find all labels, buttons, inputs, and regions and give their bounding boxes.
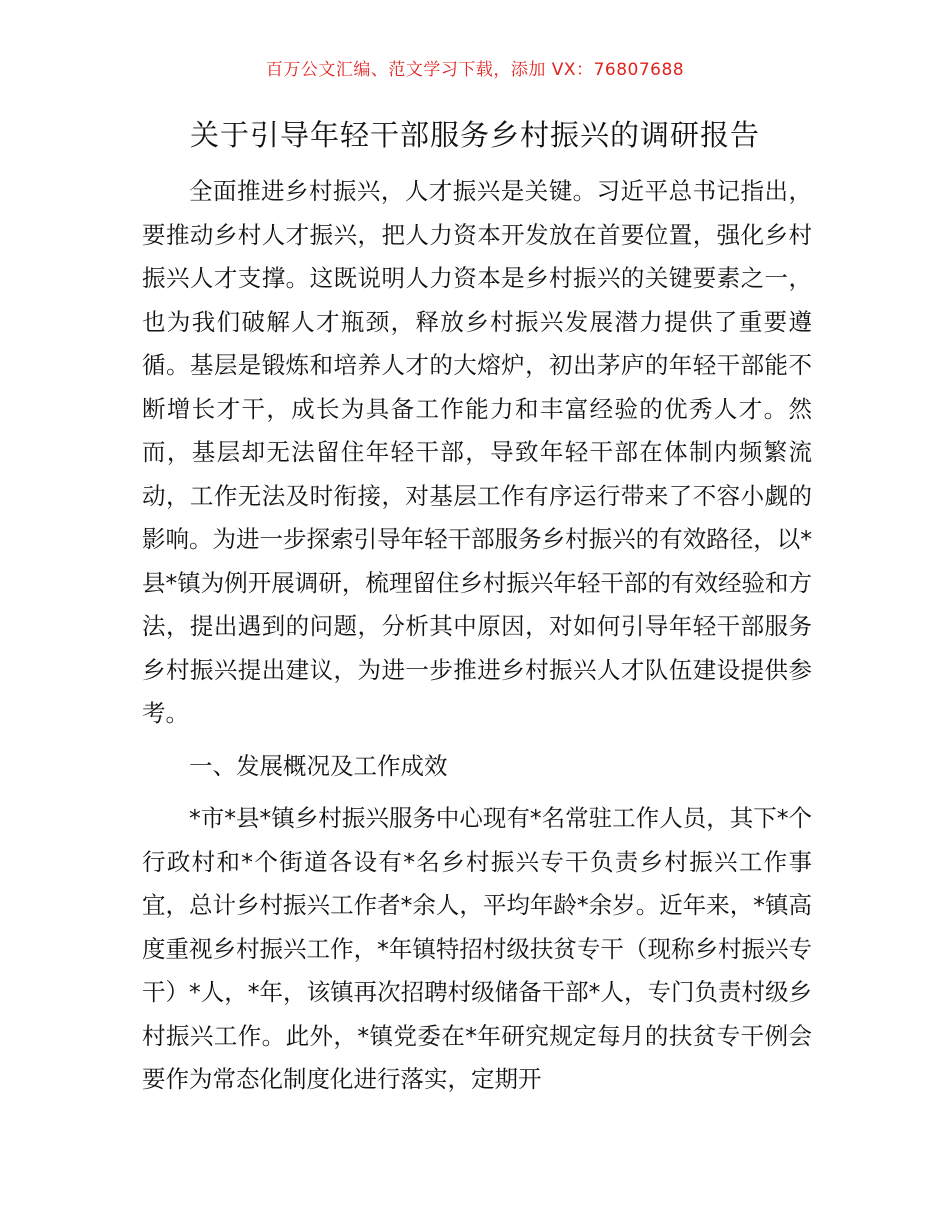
header-watermark-note: 百万公文汇编、范文学习下载，添加 VX：76807688 [265,60,685,80]
paragraph-intro: 全面推进乡村振兴，人才振兴是关键。习近平总书记指出，要推动乡村人才振兴，把人力资本开发放在首要位置，强化乡村振兴人才支撑。这既说明人力资本是乡村振兴的关键要素之一，也为我们破解人才瓶颈，释放乡村振兴发展潜力提供了重要遵循。基层是锻炼和培养人才的大熔炉，初出茅庐的年轻干部能不断增长才干，成长为具备工作能力和丰富经验的优秀人才。然而，基层却无法留住年轻干部，导致年轻干部在体制内频繁流动，工作无法及时衔接，对基层工作有序运行带来了不容小觑的影响。为进一步探索引导年轻干部服务乡村振兴的有效路径，以*县*镇为例开展调研，梳理留住乡村振兴年轻干部的有效经验和方法，提出遇到的问题，分析其中原因，对如何引导年轻干部服务乡村振兴提出建议，为进一步推进乡村振兴人才队伍建设提供参考。 [142,177,812,727]
section-heading-1: 一、发展概况及工作成效 [189,751,448,780]
document-title: 关于引导年轻干部服务乡村振兴的调研报告 [189,118,760,152]
document-body [142,170,812,1102]
paragraph-overview: *市*县*镇乡村振兴服务中心现有*名常驻工作人员，其下*个行政村和*个街道各设有*名乡村振兴专干负责乡村振兴工作事宜，总计乡村振兴工作者*余人，平均年龄*余岁。近年来，*镇高度重视乡村振兴工作，*年镇特招村级扶贫专干（现称乡村振兴专干）*人，*年，该镇再次招聘村级储备干部*人，专门负责村级乡村振兴工作。此外，*镇党委在*年研究规定每月的扶贫专干例会要作为常态化制度化进行落实，定期开 [142,804,812,1093]
